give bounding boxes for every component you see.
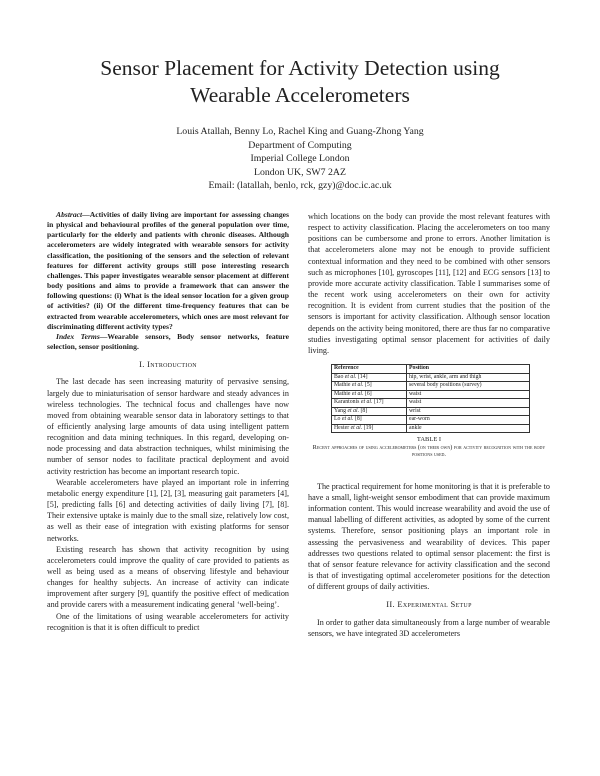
intro-paragraph: Wearable accelerometers have played an important role in inferring metabolic energy expenditure [1], [2], [3], measuring gait parameters [4], [5], predicting falls [6] and detecting activities of daily living [7], [8]. Their extensive uptake is mainly due to the small size, relatively low cost, as well as their ease of integration with existing platforms for sensor networks. — [47, 477, 289, 543]
table-caption — [308, 436, 550, 459]
body-paragraph: which locations on the body can provide the most relevant features with respect to activity classification. Placing the accelerometers on too many positions can be cumbersome and prone to errors. Another limitation is that accelerometers alone may not be enough to provide sufficient contextual information and they need to be combined with other sensors such as microphones [10], gyroscopes [11], [12] and ECG sensors [13] to provide more accurate activity classification. Table I summarises some of the recent work using accelerometers on their own for activity recognition. It is evident from current studies that the position of the sensors is important for activity classification. Although sensor location depends on the activity being monitored, there are thus far no comparative studies investigating optimal sensor placement for activities of daily living. — [308, 212, 550, 355]
section-heading-experimental-setup: II. Experimental Setup — [386, 599, 472, 610]
author-names: Louis Atallah, Benny Lo, Rachel King and Guang-Zhong Yang — [176, 126, 424, 137]
affiliation-address: London UK, SW7 2AZ — [254, 166, 346, 178]
index-terms-label: Index Terms — [56, 331, 100, 341]
right-column — [308, 211, 550, 639]
table-row: Mathie et al. [5] several body positions (survey) — [332, 382, 530, 391]
body-paragraph: The practical requirement for home monitoring is that it is preferable to have a small, light-weight sensor embodiment that can provide maximum information content. This would increase wearability and avoid the use of manual labelling of different activities, as adopted by some of the current systems. Therefore, sensor positioning plays an important role in assessing the pervasiveness and wearability of devices. This paper addresses two questions related to optimal sensor placement: the first is that of sensor feature relevance for activity classification and the second is that of investigating optimal accelerometer positions for the detection of different groups of daily activities. — [308, 481, 550, 592]
index-terms-text: —Wearable sensors, Body sensor networks, feature selection, sensor positioning. — [47, 331, 289, 352]
table-header-reference: Reference — [332, 365, 407, 374]
left-column — [47, 210, 289, 633]
table-row: Hester et al. [19] ankle — [332, 424, 530, 433]
table-header-position: Position — [407, 365, 530, 374]
author-block — [60, 125, 540, 192]
paper-title — [40, 55, 560, 109]
intro-paragraph: Existing research has shown that activity recognition by using accelerometers could improve the quality of care provided to patients as well as being used as a means of observing lifestyle and behaviour changes for healthy subjects. An increase of activity can indicate improvement after surgery [9], quantify the positive effect of medication and provide carers with a measurement indicating general ‘well-being’. — [47, 544, 289, 610]
reference-table — [331, 364, 530, 433]
abstract-text: —Activities of daily living are important for assessing changes in physical and behavioural profiles of the general population over time, particularly for the elderly and patients with chronic diseases. Although accelerometers are widely integrated with wearable sensors for activity classification, the positioning of the sensors and the selection of relevant features for different activity groups still pose interesting research challenges. This paper investigates wearable sensor placement at different body positions and aims to provide a framework that can answer the following questions: (i) What is the ideal sensor location for a given group of activities? (ii) Of the different time-frequency features that can be extracted from wearable accelerometers, which ones are most relevant for discriminating different activity types? — [47, 210, 289, 331]
title-line-1: Sensor Placement for Activity Detection using — [100, 56, 500, 80]
table-row: Mathie et al. [6] waist — [332, 390, 530, 399]
table-row: Yang et al. [8] wrist — [332, 407, 530, 416]
table-row: Karantonis et al. [17] waist — [332, 399, 530, 408]
table-row: Lo et al. [8] ear-worn — [332, 416, 530, 425]
table-row: Bao et al. [14] hip, wrist, ankle, arm and thigh — [332, 373, 530, 382]
body-paragraph: In order to gather data simultaneously from a large number of wearable sensors, we have integrated 3D accelerometers — [308, 617, 550, 638]
section-heading-introduction: I. Introduction — [139, 359, 197, 370]
intro-paragraph: The last decade has seen increasing maturity of pervasive sensing, largely due to miniaturisation of sensor hardware and steady advances in wireless technologies. The technical focus and challenges have now moved from obtaining wearable sensor data in laboratory settings to that of efficiently analysing large amounts of data using intelligent pattern recognition and data mining techniques. In this regard, developing on-node processing and data abstraction techniques, whilst minimising the number of sensor nodes to facilitate practical deployment and avoid activity restriction has become an important research topic. — [47, 377, 289, 476]
title-line-2: Wearable Accelerometers — [190, 83, 410, 107]
table-caption-text: Recent approaches of using accelerometers (on their own) for activity recognition with the body positions used. — [312, 443, 546, 459]
index-terms — [47, 332, 289, 352]
affiliation-department: Department of Computing — [248, 140, 352, 152]
affiliation-institution: Imperial College London — [250, 153, 350, 165]
abstract — [47, 210, 289, 332]
table-caption-label: TABLE I — [416, 436, 442, 444]
author-email: Email: (latallah, benlo, rck, gzy)@doc.ic.ac.uk — [208, 179, 392, 191]
intro-paragraph: One of the limitations of using wearable accelerometers for activity recognition is that it is often difficult to predict — [47, 611, 289, 632]
abstract-label: Abstract — [56, 210, 83, 219]
table-header-row — [332, 365, 530, 374]
